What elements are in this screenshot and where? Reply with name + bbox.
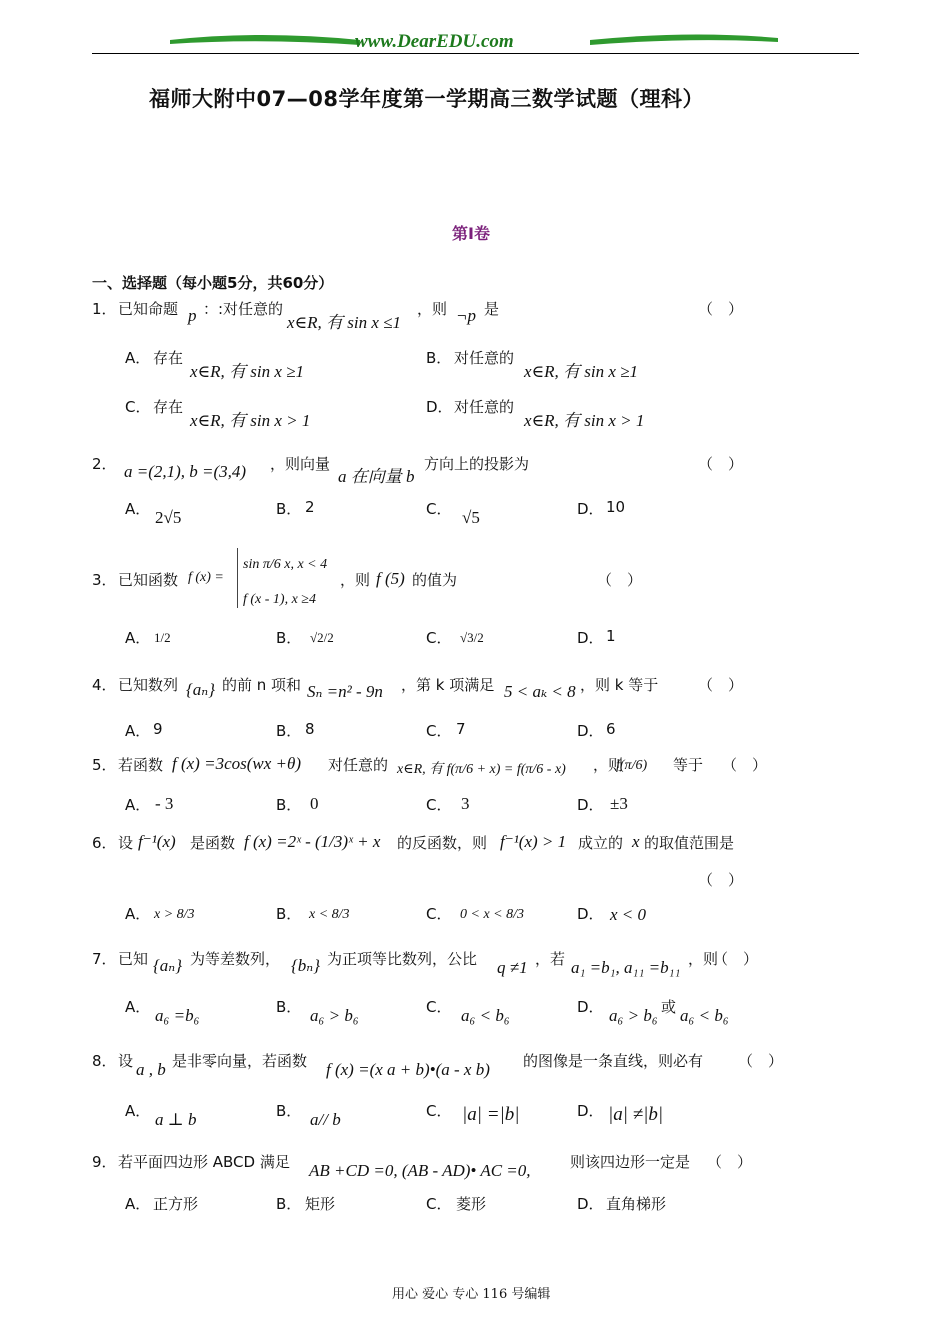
q4-text-a: 已知数列 [118, 676, 179, 694]
q9-text-b: 则该四边形一定是 [570, 1153, 691, 1171]
q6-text-d: 成立的 [578, 834, 624, 852]
q9-option-d-label: D． [577, 1195, 604, 1213]
q1-option-b-text: 对任意的 [454, 349, 515, 367]
q6-answer-blank: （ ） [698, 871, 744, 889]
q5-number: 5． [92, 756, 117, 774]
q4-answer-blank: （ ） [698, 676, 744, 694]
q1-math: x∈R, 有 sin x ≤1 [287, 313, 401, 332]
q2-text-a: ，则向量 [270, 455, 331, 473]
q6-option-c-label: C． [426, 905, 452, 923]
q5-option-b-label: B． [276, 796, 302, 814]
q3-f5: f (5) [376, 569, 405, 588]
q8-option-d-math: |a| ≠|b| [608, 1104, 664, 1125]
q1-option-b-label: B． [426, 349, 452, 367]
q6-number: 6． [92, 834, 117, 852]
q9-option-b-text: 矩形 [305, 1195, 336, 1213]
q3-text-c: 的值为 [412, 571, 458, 589]
q4-option-d-label: D． [577, 722, 604, 740]
q3-option-a-label: A． [125, 629, 151, 647]
q9-option-a-text: 正方形 [153, 1195, 199, 1213]
q4-text-d: ，则 k 等于 [580, 676, 659, 694]
q9-option-c-label: C． [426, 1195, 452, 1213]
q1-option-a-text: 存在 [153, 349, 184, 367]
q2-option-c-math: √5 [462, 508, 480, 527]
q8-ab: a , b [136, 1060, 166, 1079]
q2-text-b: 方向上的投影为 [424, 455, 530, 473]
q1-text-c: ，则 [417, 300, 448, 318]
q5-cond: x∈R, 有 f(π/6 + x) = f(π/6 - x) [397, 762, 566, 777]
q3-option-b-math: √2/2 [310, 630, 334, 645]
q6-text-e: 的取值范围是 [644, 834, 735, 852]
q8-text-c: 的图像是一条直线，则必有 [523, 1052, 704, 1070]
q6-finv: f⁻¹(x) [138, 832, 176, 851]
q7-option-c-label: C． [426, 998, 452, 1016]
q2-math2: a 在向量 b [338, 467, 415, 486]
q1-number: 1． [92, 300, 117, 318]
q2-number: 2． [92, 455, 117, 473]
q5-answer-blank: （ ） [722, 756, 768, 774]
q3-case-2: f (x - 1), x ≥4 [243, 592, 316, 607]
q8-number: 8． [92, 1052, 117, 1070]
q6-option-b-label: B． [276, 905, 302, 923]
q1-option-c-label: C． [125, 398, 151, 416]
q1-option-c-text: 存在 [153, 398, 184, 416]
q5-option-a-label: A． [125, 796, 151, 814]
q7-option-a-math: a₆ =b₆ [155, 1006, 200, 1025]
header-rule [92, 53, 859, 54]
q4-option-b-text: 8 [305, 720, 315, 738]
q5-text-b: 对任意的 [328, 756, 389, 774]
q3-answer-blank: （ ） [597, 571, 643, 589]
q2-answer-blank: （ ） [698, 455, 744, 473]
q1-text-a: 已知命题 [118, 300, 179, 318]
q3-brace [237, 548, 238, 608]
q8-option-b-math: a// b [310, 1110, 341, 1129]
q6-option-d-math: x < 0 [610, 905, 647, 924]
q7-option-d-math-1: a₆ > b₆ [609, 1006, 658, 1025]
q2-option-a-math: 2√5 [155, 508, 182, 527]
q6-option-a-math: x > 8/3 [154, 907, 195, 922]
q1-notp: ¬p [456, 306, 476, 325]
q9-option-c-text: 菱形 [456, 1195, 487, 1213]
q5-ask: f(π/6) [616, 758, 648, 773]
q8-answer-blank: （ ） [738, 1052, 784, 1070]
q1-option-d-label: D． [426, 398, 453, 416]
q3-option-d-text: 1 [606, 627, 616, 645]
q6-option-d-label: D． [577, 905, 604, 923]
q1-option-c-math: x∈R, 有 sin x > 1 [190, 411, 311, 430]
q1-answer-blank: （ ） [698, 300, 744, 318]
q7-answer-blank: （ ） [713, 950, 759, 968]
q2-option-a-label: A． [125, 500, 151, 518]
q7-option-b-math: a₆ > b₆ [310, 1006, 359, 1025]
q3-option-c-label: C． [426, 629, 452, 647]
q4-text-b: 的前 n 项和 [222, 676, 302, 694]
q4-option-a-label: A． [125, 722, 151, 740]
q8-text-a: 设 [118, 1052, 134, 1070]
q5-option-c-math: 3 [461, 794, 470, 813]
q4-option-c-label: C． [426, 722, 452, 740]
q2-option-b-text: 2 [305, 498, 315, 516]
q6-ineq: f⁻¹(x) > 1 [500, 832, 567, 851]
q5-option-d-math: ±3 [610, 794, 628, 813]
q9-number: 9． [92, 1153, 117, 1171]
q3-option-b-label: B． [276, 629, 302, 647]
q4-number: 4． [92, 676, 117, 694]
q1-text-b: ：:对任意的 [203, 300, 284, 318]
q7-text-e: ，则 [688, 950, 719, 968]
q7-option-b-label: B． [276, 998, 302, 1016]
q4-sn: Sₙ =n² - 9n [307, 682, 383, 701]
q1-option-b-math: x∈R, 有 sin x ≥1 [524, 362, 638, 381]
q9-option-b-label: B． [276, 1195, 302, 1213]
q8-option-d-label: D． [577, 1102, 604, 1120]
q3-option-c-math: √3/2 [460, 630, 484, 645]
q2-option-b-label: B． [276, 500, 302, 518]
q6-text-b: 是函数 [190, 834, 236, 852]
q6-option-b-math: x < 8/3 [309, 907, 350, 922]
q4-option-c-text: 7 [456, 720, 466, 738]
q1-option-a-label: A． [125, 349, 151, 367]
q4-option-b-label: B． [276, 722, 302, 740]
q6-text-a: 设 [118, 834, 134, 852]
q4-option-d-text: 6 [606, 720, 616, 738]
q2-math: a =(2,1), b =(3,4) [124, 462, 247, 481]
q1-text-d: 是 [484, 300, 500, 318]
q7-number: 7． [92, 950, 117, 968]
q8-option-c-label: C． [426, 1102, 452, 1120]
q7-text-b: 为等差数列， [190, 950, 281, 968]
q1-option-d-text: 对任意的 [454, 398, 515, 416]
q7-text-d: ，若 [535, 950, 566, 968]
q7-text-a: 已知 [118, 950, 149, 968]
q8-option-a-math: a ⊥ b [155, 1110, 197, 1129]
q5-fx: f (x) =3cos(wx +θ) [172, 754, 302, 773]
q6-option-c-math: 0 < x < 8/3 [460, 907, 524, 922]
q7-an: {aₙ} [153, 956, 182, 975]
q9-cond: AB +CD =0, (AB - AD)• AC =0, [309, 1161, 531, 1180]
q7-option-d-math-2: a₆ < b₆ [680, 1006, 729, 1025]
q3-number: 3． [92, 571, 117, 589]
q1-p: p [188, 306, 197, 325]
q8-option-a-label: A． [125, 1102, 151, 1120]
q2-option-c-label: C． [426, 500, 452, 518]
section-heading: 一、选择题（每小题5分，共60分） [92, 274, 334, 292]
header-logo-text: www.DearEDU.com [355, 31, 514, 52]
q8-option-c-math: |a| =|b| [462, 1104, 520, 1125]
q5-text-a: 若函数 [118, 756, 164, 774]
q6-x: x [632, 832, 640, 851]
q1-option-a-math: x∈R, 有 sin x ≥1 [190, 362, 304, 381]
q5-option-d-label: D． [577, 796, 604, 814]
q6-option-a-label: A． [125, 905, 151, 923]
q3-text-b: ，则 [340, 571, 371, 589]
q7-bn: {bₙ} [291, 956, 320, 975]
q6-text-c: 的反函数，则 [397, 834, 488, 852]
q7-option-d-label: D． [577, 998, 604, 1016]
q9-option-d-text: 直角梯形 [606, 1195, 667, 1213]
q3-option-a-math: 1/2 [154, 630, 171, 645]
q3-text-a: 已知函数 [118, 571, 179, 589]
q3-fx: f (x) = [188, 570, 224, 585]
q5-option-c-label: C． [426, 796, 452, 814]
page-title: 福师大附中07—08学年度第一学期高三数学试题（理科） [149, 87, 704, 111]
page-footer: 用心 爱心 专心 116 号编辑 [392, 1287, 551, 1302]
volume-label: 第Ⅰ卷 [452, 224, 490, 243]
q1-option-d-math: x∈R, 有 sin x > 1 [524, 411, 645, 430]
q4-an: {aₙ} [186, 680, 215, 699]
q7-text-c: 为正项等比数列，公比 [327, 950, 478, 968]
q8-option-b-label: B． [276, 1102, 302, 1120]
q5-option-a-math: - 3 [155, 794, 174, 813]
q9-answer-blank: （ ） [707, 1153, 753, 1171]
q8-text-b: 是非零向量，若函数 [172, 1052, 308, 1070]
q6-fx: f (x) =2ˣ - (1/3)ˣ + x [244, 832, 381, 851]
q3-option-d-label: D． [577, 629, 604, 647]
q7-q: q ≠1 [497, 958, 528, 977]
q3-case-1: sin π/6 x, x < 4 [243, 557, 328, 572]
q7-option-c-math: a₆ < b₆ [461, 1006, 510, 1025]
q4-text-c: ，第 k 项满足 [401, 676, 495, 694]
q7-option-d-or: 或 [661, 998, 677, 1016]
q2-option-d-text: 10 [606, 498, 626, 516]
q9-text-a: 若平面四边形 ABCD 满足 [118, 1153, 290, 1171]
q5-text-c: ，则 [593, 756, 624, 774]
q8-fx: f (x) =(x a + b)•(a - x b) [326, 1060, 490, 1079]
q9-option-a-label: A． [125, 1195, 151, 1213]
q7-option-a-label: A． [125, 998, 151, 1016]
q5-text-d: 等于 [673, 756, 704, 774]
q2-option-d-label: D． [577, 500, 604, 518]
q7-cond: a₁ =b₁, a₁₁ =b₁₁ [571, 958, 681, 977]
q4-option-a-text: 9 [153, 720, 163, 738]
q5-option-b-math: 0 [310, 794, 319, 813]
q4-ineq: 5 < aₖ < 8 [504, 682, 576, 701]
